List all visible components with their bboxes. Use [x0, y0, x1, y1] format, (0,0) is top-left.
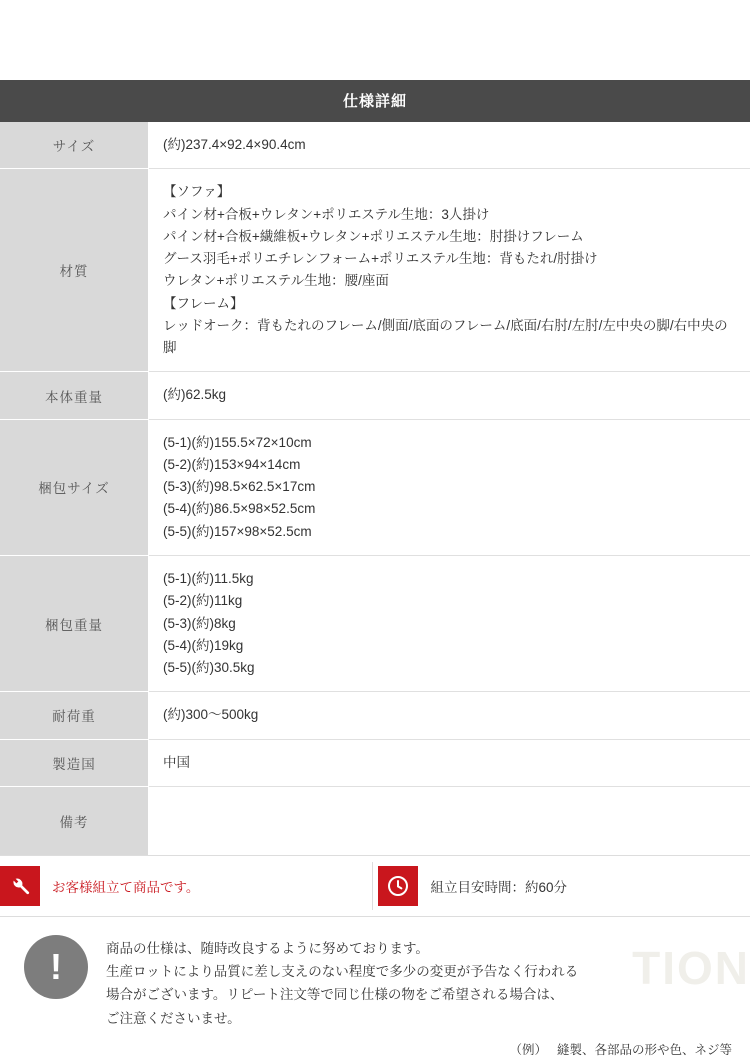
row-value-load-capacity — [149, 692, 750, 739]
cell-line: (約)237.4×92.4×90.4cm — [163, 134, 736, 156]
cell-line: (5-3)(約)98.5×62.5×17cm — [163, 476, 736, 498]
table-row — [0, 739, 750, 786]
table-row — [0, 692, 750, 739]
row-label-weight: 本体重量 — [0, 372, 149, 419]
row-value-weight — [149, 372, 750, 419]
row-value-country — [149, 739, 750, 786]
cell-line: 【ソファ】 — [163, 181, 736, 203]
row-value-package-size — [149, 419, 750, 555]
cell-line: (5-4)(約)86.5×98×52.5cm — [163, 498, 736, 520]
cell-line: (5-2)(約)11kg — [163, 590, 736, 612]
row-value-package-weight — [149, 555, 750, 691]
cell-line: (約)62.5kg — [163, 384, 736, 406]
example-note — [0, 1040, 750, 1064]
row-value-remarks — [149, 786, 750, 855]
row-label-package-weight: 梱包重量 — [0, 555, 149, 691]
cell-line: 中国 — [163, 752, 736, 774]
spec-table-title: 仕様詳細 — [0, 80, 750, 122]
table-row — [0, 786, 750, 855]
cell-line — [163, 810, 736, 832]
caution-inner — [24, 935, 578, 1030]
cell-line: 【フレーム】 — [163, 293, 736, 315]
cell-line: ウレタン+ポリエステル生地：腰/座面 — [163, 270, 736, 292]
cell-line: パイン材+合板+繊維板+ウレタン+ポリエステル生地：肘掛けフレーム — [163, 226, 736, 248]
row-label-load-capacity: 耐荷重 — [0, 692, 149, 739]
notice-time — [372, 856, 750, 916]
cell-line: (5-5)(約)30.5kg — [163, 657, 736, 679]
cell-line: (5-3)(約)8kg — [163, 613, 736, 635]
notice-time-label: 組立目安時間：約60分 — [430, 876, 567, 896]
table-row — [0, 372, 750, 419]
clock-icon — [378, 866, 418, 906]
cell-line: (5-1)(約)155.5×72×10cm — [163, 432, 736, 454]
row-label-material: 材質 — [0, 169, 149, 372]
caution-line: 場合がございます。リピート注文等で同じ仕様の物をご希望される場合は、 — [106, 983, 578, 1006]
top-spacer — [0, 0, 750, 80]
cell-line: (5-4)(約)19kg — [163, 635, 736, 657]
cell-line: レッドオーク：背もたれのフレーム/側面/底面のフレーム/底面/右肘/左肘/左中央の脚/右中央の脚 — [163, 315, 736, 360]
row-label-country: 製造国 — [0, 739, 149, 786]
caution-text — [106, 935, 578, 1030]
cell-line: (約)300〜500kg — [163, 704, 736, 726]
caution-line: 生産ロットにより品質に差し支えのない程度で多少の変更が予告なく行われる — [106, 960, 578, 983]
cell-line: グース羽毛+ポリエチレンフォーム+ポリエステル生地：背もたれ/肘掛け — [163, 248, 736, 270]
row-label-remarks: 備考 — [0, 786, 149, 855]
notice-bar — [0, 855, 750, 917]
row-label-package-size: 梱包サイズ — [0, 419, 149, 555]
spec-table — [0, 122, 750, 855]
watermark-text: TION — [632, 941, 750, 995]
notice-assembly — [0, 856, 372, 916]
example-label: （例） — [509, 1043, 547, 1057]
table-row — [0, 169, 750, 372]
table-row — [0, 419, 750, 555]
exclamation-icon: ! — [24, 935, 88, 999]
caution-line: 商品の仕様は、随時改良するように努めております。 — [106, 937, 578, 960]
spec-table-body — [0, 122, 750, 855]
example-text: 縫製、各部品の形や色、ネジ等 — [557, 1043, 732, 1057]
caution-block — [0, 917, 750, 1040]
row-value-material — [149, 169, 750, 372]
cell-line: (5-5)(約)157×98×52.5cm — [163, 521, 736, 543]
caution-line: ご注意くださいませ。 — [106, 1007, 578, 1030]
cell-line: (5-1)(約)11.5kg — [163, 568, 736, 590]
cell-line: (5-2)(約)153×94×14cm — [163, 454, 736, 476]
row-value-size — [149, 122, 750, 169]
notice-assembly-label: お客様組立て商品です。 — [52, 876, 199, 896]
table-row — [0, 122, 750, 169]
cell-line: パイン材+合板+ウレタン+ポリエステル生地：3人掛け — [163, 204, 736, 226]
table-row — [0, 555, 750, 691]
wrench-icon — [0, 866, 40, 906]
row-label-size: サイズ — [0, 122, 149, 169]
